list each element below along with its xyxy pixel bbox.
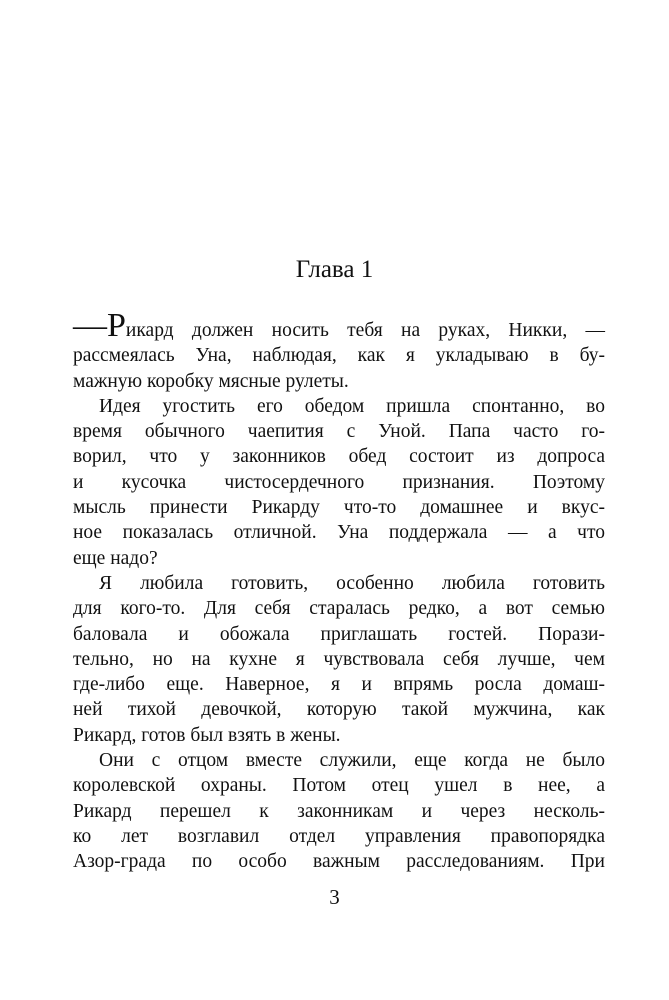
page-number: 3 bbox=[329, 885, 340, 909]
drop-cap: —Р bbox=[73, 307, 126, 344]
text-line: Рикард перешел к законникам и через несколь- bbox=[73, 800, 605, 822]
text-line: Я любила готовить, особенно любила готовить bbox=[99, 572, 605, 594]
text-line: Идея угостить его обедом пришла спонтанно, во bbox=[99, 395, 605, 417]
text-line: для кого-то. Для себя старалась редко, а вот семью bbox=[73, 598, 605, 620]
text-line: тельно, но на кухне я чувствовала себя лучше, чем bbox=[73, 648, 605, 670]
text-line: —Рикард должен носить тебя на руках, Никки, — bbox=[73, 307, 605, 344]
text-line: рассмеялась Уна, наблюдая, как я укладываю в бу- bbox=[73, 345, 605, 367]
text-line: Они с отцом вместе служили, еще когда не было bbox=[99, 750, 605, 772]
text-line: мажную коробку мясные рулеты. bbox=[73, 370, 349, 392]
text-line: ней тихой девочкой, которую такой мужчина, как bbox=[73, 699, 605, 721]
chapter-title: Глава 1 bbox=[295, 256, 374, 283]
text-line: и кусочка чистосердечного признания. Поэтому bbox=[73, 471, 605, 493]
text-line: Азор-града по особо важным расследованиям. При bbox=[73, 851, 605, 873]
paragraph-3 bbox=[73, 571, 605, 748]
text-line: время обычного чаепития с Уной. Папа часто го- bbox=[73, 421, 605, 443]
text-line: где-либо еще. Наверное, я и впрямь росла домаш- bbox=[73, 674, 605, 696]
text-line: ворил, что у законников обед состоит из допроса bbox=[73, 446, 605, 468]
text-line: мысль принести Рикарду что-то домашнее и вкус- bbox=[73, 497, 605, 519]
text-line: ко лет возглавил отдел управления правопорядка bbox=[73, 825, 605, 847]
text-line: ное показалась отличной. Уна поддержала — а что bbox=[73, 522, 605, 544]
paragraph-1 bbox=[73, 307, 605, 394]
text-line: Рикард, готов был взять в жены. bbox=[73, 724, 341, 746]
text-line: королевской охраны. Потом отец ушел в нее, а bbox=[73, 775, 605, 797]
paragraph-4 bbox=[73, 748, 605, 874]
text-line: баловала и обожала приглашать гостей. Порази- bbox=[73, 623, 605, 645]
text-line: еще надо? bbox=[73, 547, 158, 569]
paragraph-2 bbox=[73, 394, 605, 571]
body-text bbox=[73, 307, 605, 875]
